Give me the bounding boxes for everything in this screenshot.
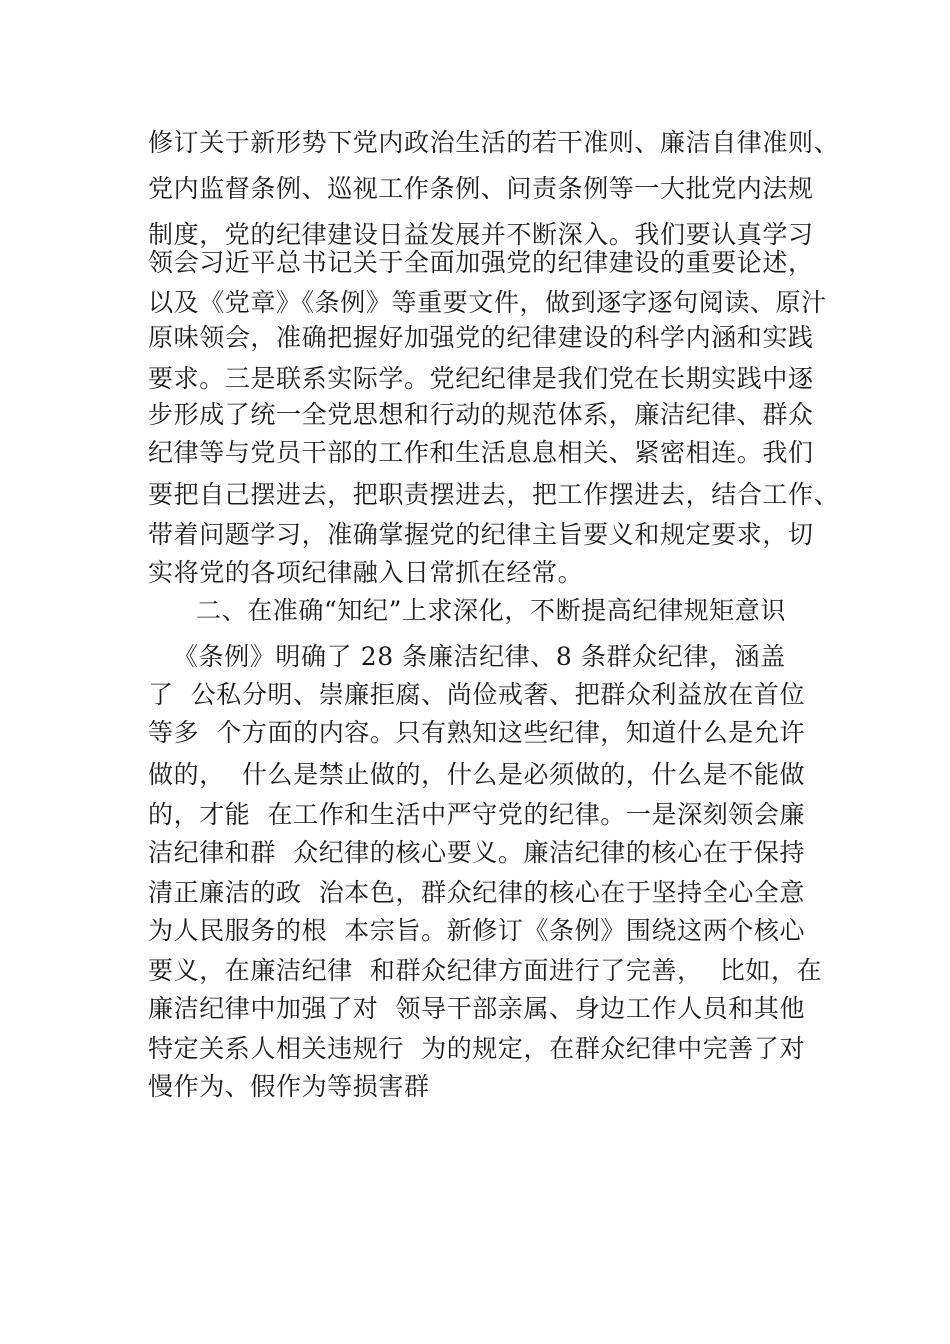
text-line: 了 公私分明、崇廉拒腐、尚俭戒奢、把群众利益放在首位	[148, 680, 806, 709]
text-line: 制度，党的纪律建设日益发展并不断深入。我们要认真学习	[148, 220, 814, 249]
text-line: 步形成了统一全党思想和行动的规范体系，廉洁纪律、群众	[148, 400, 814, 429]
text-line: 修订关于新形势下党内政治生活的若干准则、廉洁自律准则、	[148, 128, 840, 157]
text-line: 的，才能 在工作和生活中严守党的纪律。一是深刻领会廉	[148, 800, 806, 829]
text-line: 《条例》明确了 28 条廉洁纪律、8 条群众纪律，涵盖	[173, 642, 786, 671]
text-line: 要求。三是联系实际学。党纪纪律是我们党在长期实践中逐	[148, 364, 814, 393]
text-line: 党内监督条例、巡视工作条例、问责条例等一大批党内法规	[148, 174, 814, 203]
text-line: 要义，在廉洁纪律 和群众纪律方面进行了完善， 比如，在	[148, 956, 823, 985]
section-heading: 二、在准确“知纪”上求深化，不断提高纪律规矩意识	[196, 596, 786, 625]
text-line: 做的， 什么是禁止做的，什么是必须做的，什么是不能做	[148, 760, 806, 789]
text-line: 要把自己摆进去，把职责摆进去，把工作摆进去，结合工作、	[148, 480, 840, 509]
text-line: 领会习近平总书记关于全面加强党的纪律建设的重要论述，	[148, 248, 814, 277]
text-line: 以及《党章》《条例》等重要文件，做到逐字逐句阅读、原汁	[148, 288, 827, 317]
text-line: 原味领会，准确把握好加强党的纪律建设的科学内涵和实践	[148, 323, 814, 352]
text-line: 清正廉洁的政 治本色，群众纪律的核心在于坚持全心全意	[148, 878, 806, 907]
text-line: 洁纪律和群 众纪律的核心要义。廉洁纪律的核心在于保持	[148, 838, 806, 867]
text-line: 带着问题学习，准确掌握党的纪律主旨要义和规定要求，切	[148, 520, 814, 549]
text-line: 廉洁纪律中加强了对 领导干部亲属、身边工作人员和其他	[148, 994, 806, 1023]
text-line: 为人民服务的根 本宗旨。新修订《条例》围绕这两个核心	[148, 916, 806, 945]
text-line: 等多 个方面的内容。只有熟知这些纪律，知道什么是允许	[148, 718, 806, 747]
text-line: 特定关系人相关违规行 为的规定，在群众纪律中完善了对	[148, 1034, 806, 1063]
text-line: 纪律等与党员干部的工作和生活息息相关、紧密相连。我们	[148, 438, 814, 467]
text-line: 慢作为、假作为等损害群	[148, 1072, 430, 1101]
text-line: 实将党的各项纪律融入日常抓在经常。	[148, 558, 584, 587]
